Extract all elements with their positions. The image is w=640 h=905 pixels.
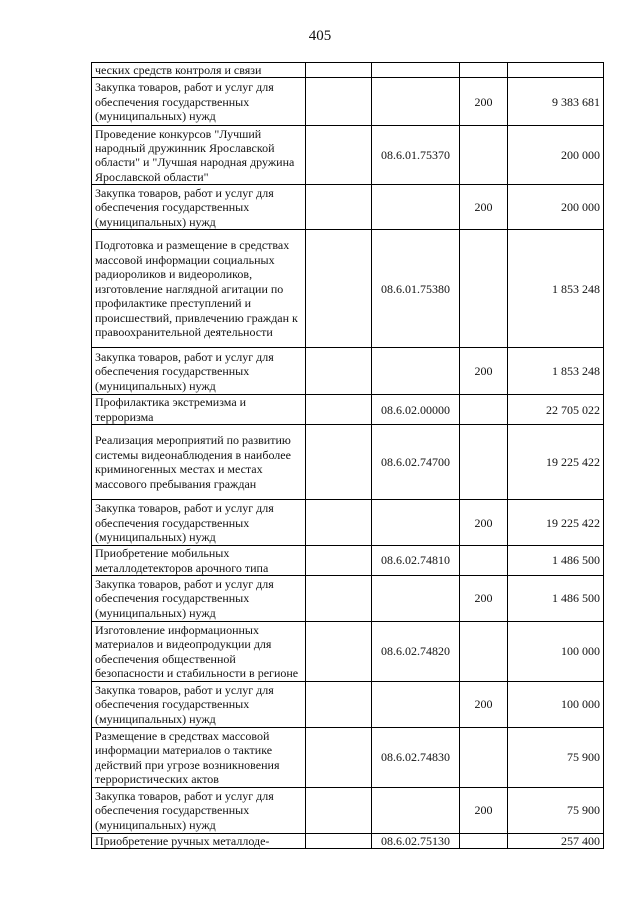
item-code: 08.6.02.74810: [372, 546, 460, 576]
table-row: [92, 425, 604, 500]
item-amount: 22 705 022: [508, 395, 604, 425]
item-code: 08.6.02.75130: [372, 834, 460, 849]
item-name: Подготовка и размещение в средствах массовой информации социальных радиороликов и видеороликов, изготовление наглядной агитации по профилактике преступлений и происшествий, привлечению граждан к правоохранительной деятельности: [92, 230, 306, 348]
item-code: [372, 788, 460, 834]
expense-type: 200: [460, 348, 508, 395]
item-amount: 9 383 681: [508, 78, 604, 126]
item-name: Закупка товаров, работ и услуг для обеспечения государственных (муниципальных) нужд: [92, 682, 306, 728]
item-code: [372, 576, 460, 622]
item-amount: 257 400: [508, 834, 604, 849]
expense-type: [460, 728, 508, 788]
expense-type: [460, 395, 508, 425]
item-code: [372, 682, 460, 728]
item-amount: 1 486 500: [508, 546, 604, 576]
item-amount: 1 853 248: [508, 348, 604, 395]
item-amount: 75 900: [508, 728, 604, 788]
item-name: Проведение конкурсов "Лучший народный дружинник Ярославской области" и "Лучшая народная дружина Ярославской области": [92, 126, 306, 185]
item-name: Размещение в средствах массовой информации материалов о тактике действий при угрозе возникновения террористических актов: [92, 728, 306, 788]
expense-type: 200: [460, 788, 508, 834]
table-row: [92, 126, 604, 185]
empty-cell: [306, 185, 372, 230]
empty-cell: [306, 682, 372, 728]
table-row: [92, 185, 604, 230]
item-name: Приобретение ручных металлоде-: [92, 834, 306, 849]
item-code: 08.6.01.75370: [372, 126, 460, 185]
item-amount: 19 225 422: [508, 500, 604, 546]
item-code: 08.6.02.74830: [372, 728, 460, 788]
item-name: Закупка товаров, работ и услуг для обеспечения государственных (муниципальных) нужд: [92, 788, 306, 834]
table-row: [92, 546, 604, 576]
expense-type: [460, 126, 508, 185]
item-name: Закупка товаров, работ и услуг для обеспечения государственных (муниципальных) нужд: [92, 500, 306, 546]
table-row: [92, 576, 604, 622]
expense-type: [460, 834, 508, 849]
budget-table: [91, 62, 604, 849]
item-amount: 200 000: [508, 126, 604, 185]
item-name: Изготовление информационных материалов и видеопродукции для обеспечения общественной безопасности и стабильности в регионе: [92, 622, 306, 682]
empty-cell: [306, 395, 372, 425]
item-name: Приобретение мобильных металлодетекторов арочного типа: [92, 546, 306, 576]
page-number: 405: [308, 28, 332, 44]
item-code: [372, 78, 460, 126]
table-row: [92, 788, 604, 834]
table-row: [92, 230, 604, 348]
item-name: Профилактика экстремизма и терроризма: [92, 395, 306, 425]
item-code: [372, 185, 460, 230]
empty-cell: [306, 126, 372, 185]
item-code: 08.6.02.74820: [372, 622, 460, 682]
item-name: ческих средств контроля и связи: [92, 63, 306, 78]
table-row: [92, 728, 604, 788]
item-name: Реализация мероприятий по развитию системы видеонаблюдения в наиболее криминогенных местах и местах массового пребывания граждан: [92, 425, 306, 500]
table-row: [92, 622, 604, 682]
item-amount: 100 000: [508, 682, 604, 728]
empty-cell: [306, 834, 372, 849]
item-code: [372, 500, 460, 546]
expense-type: 200: [460, 500, 508, 546]
empty-cell: [306, 788, 372, 834]
table-row: [92, 834, 604, 849]
empty-cell: [306, 500, 372, 546]
table-row: [92, 500, 604, 546]
expense-type: [460, 425, 508, 500]
item-code: 08.6.01.75380: [372, 230, 460, 348]
item-code: [372, 348, 460, 395]
item-amount: 100 000: [508, 622, 604, 682]
budget-table-body: [92, 63, 604, 849]
item-name: Закупка товаров, работ и услуг для обеспечения государственных (муниципальных) нужд: [92, 576, 306, 622]
item-amount: 75 900: [508, 788, 604, 834]
expense-type: 200: [460, 185, 508, 230]
item-name: Закупка товаров, работ и услуг для обеспечения государственных (муниципальных) нужд: [92, 348, 306, 395]
expense-type: [460, 622, 508, 682]
expense-type: [460, 63, 508, 78]
table-row: [92, 395, 604, 425]
empty-cell: [306, 348, 372, 395]
empty-cell: [306, 230, 372, 348]
empty-cell: [306, 546, 372, 576]
empty-cell: [306, 425, 372, 500]
expense-type: [460, 546, 508, 576]
item-amount: 19 225 422: [508, 425, 604, 500]
empty-cell: [306, 576, 372, 622]
item-code: [372, 63, 460, 78]
item-name: Закупка товаров, работ и услуг для обеспечения государственных (муниципальных) нужд: [92, 185, 306, 230]
item-name: Закупка товаров, работ и услуг для обеспечения государственных (муниципальных) нужд: [92, 78, 306, 126]
item-amount: [508, 63, 604, 78]
empty-cell: [306, 78, 372, 126]
item-amount: 1 853 248: [508, 230, 604, 348]
empty-cell: [306, 622, 372, 682]
expense-type: 200: [460, 682, 508, 728]
expense-type: 200: [460, 78, 508, 126]
table-row: [92, 348, 604, 395]
item-amount: 200 000: [508, 185, 604, 230]
expense-type: 200: [460, 576, 508, 622]
table-row: [92, 78, 604, 126]
table-row: [92, 682, 604, 728]
item-amount: 1 486 500: [508, 576, 604, 622]
item-code: 08.6.02.00000: [372, 395, 460, 425]
expense-type: [460, 230, 508, 348]
empty-cell: [306, 63, 372, 78]
item-code: 08.6.02.74700: [372, 425, 460, 500]
empty-cell: [306, 728, 372, 788]
table-row: [92, 63, 604, 78]
